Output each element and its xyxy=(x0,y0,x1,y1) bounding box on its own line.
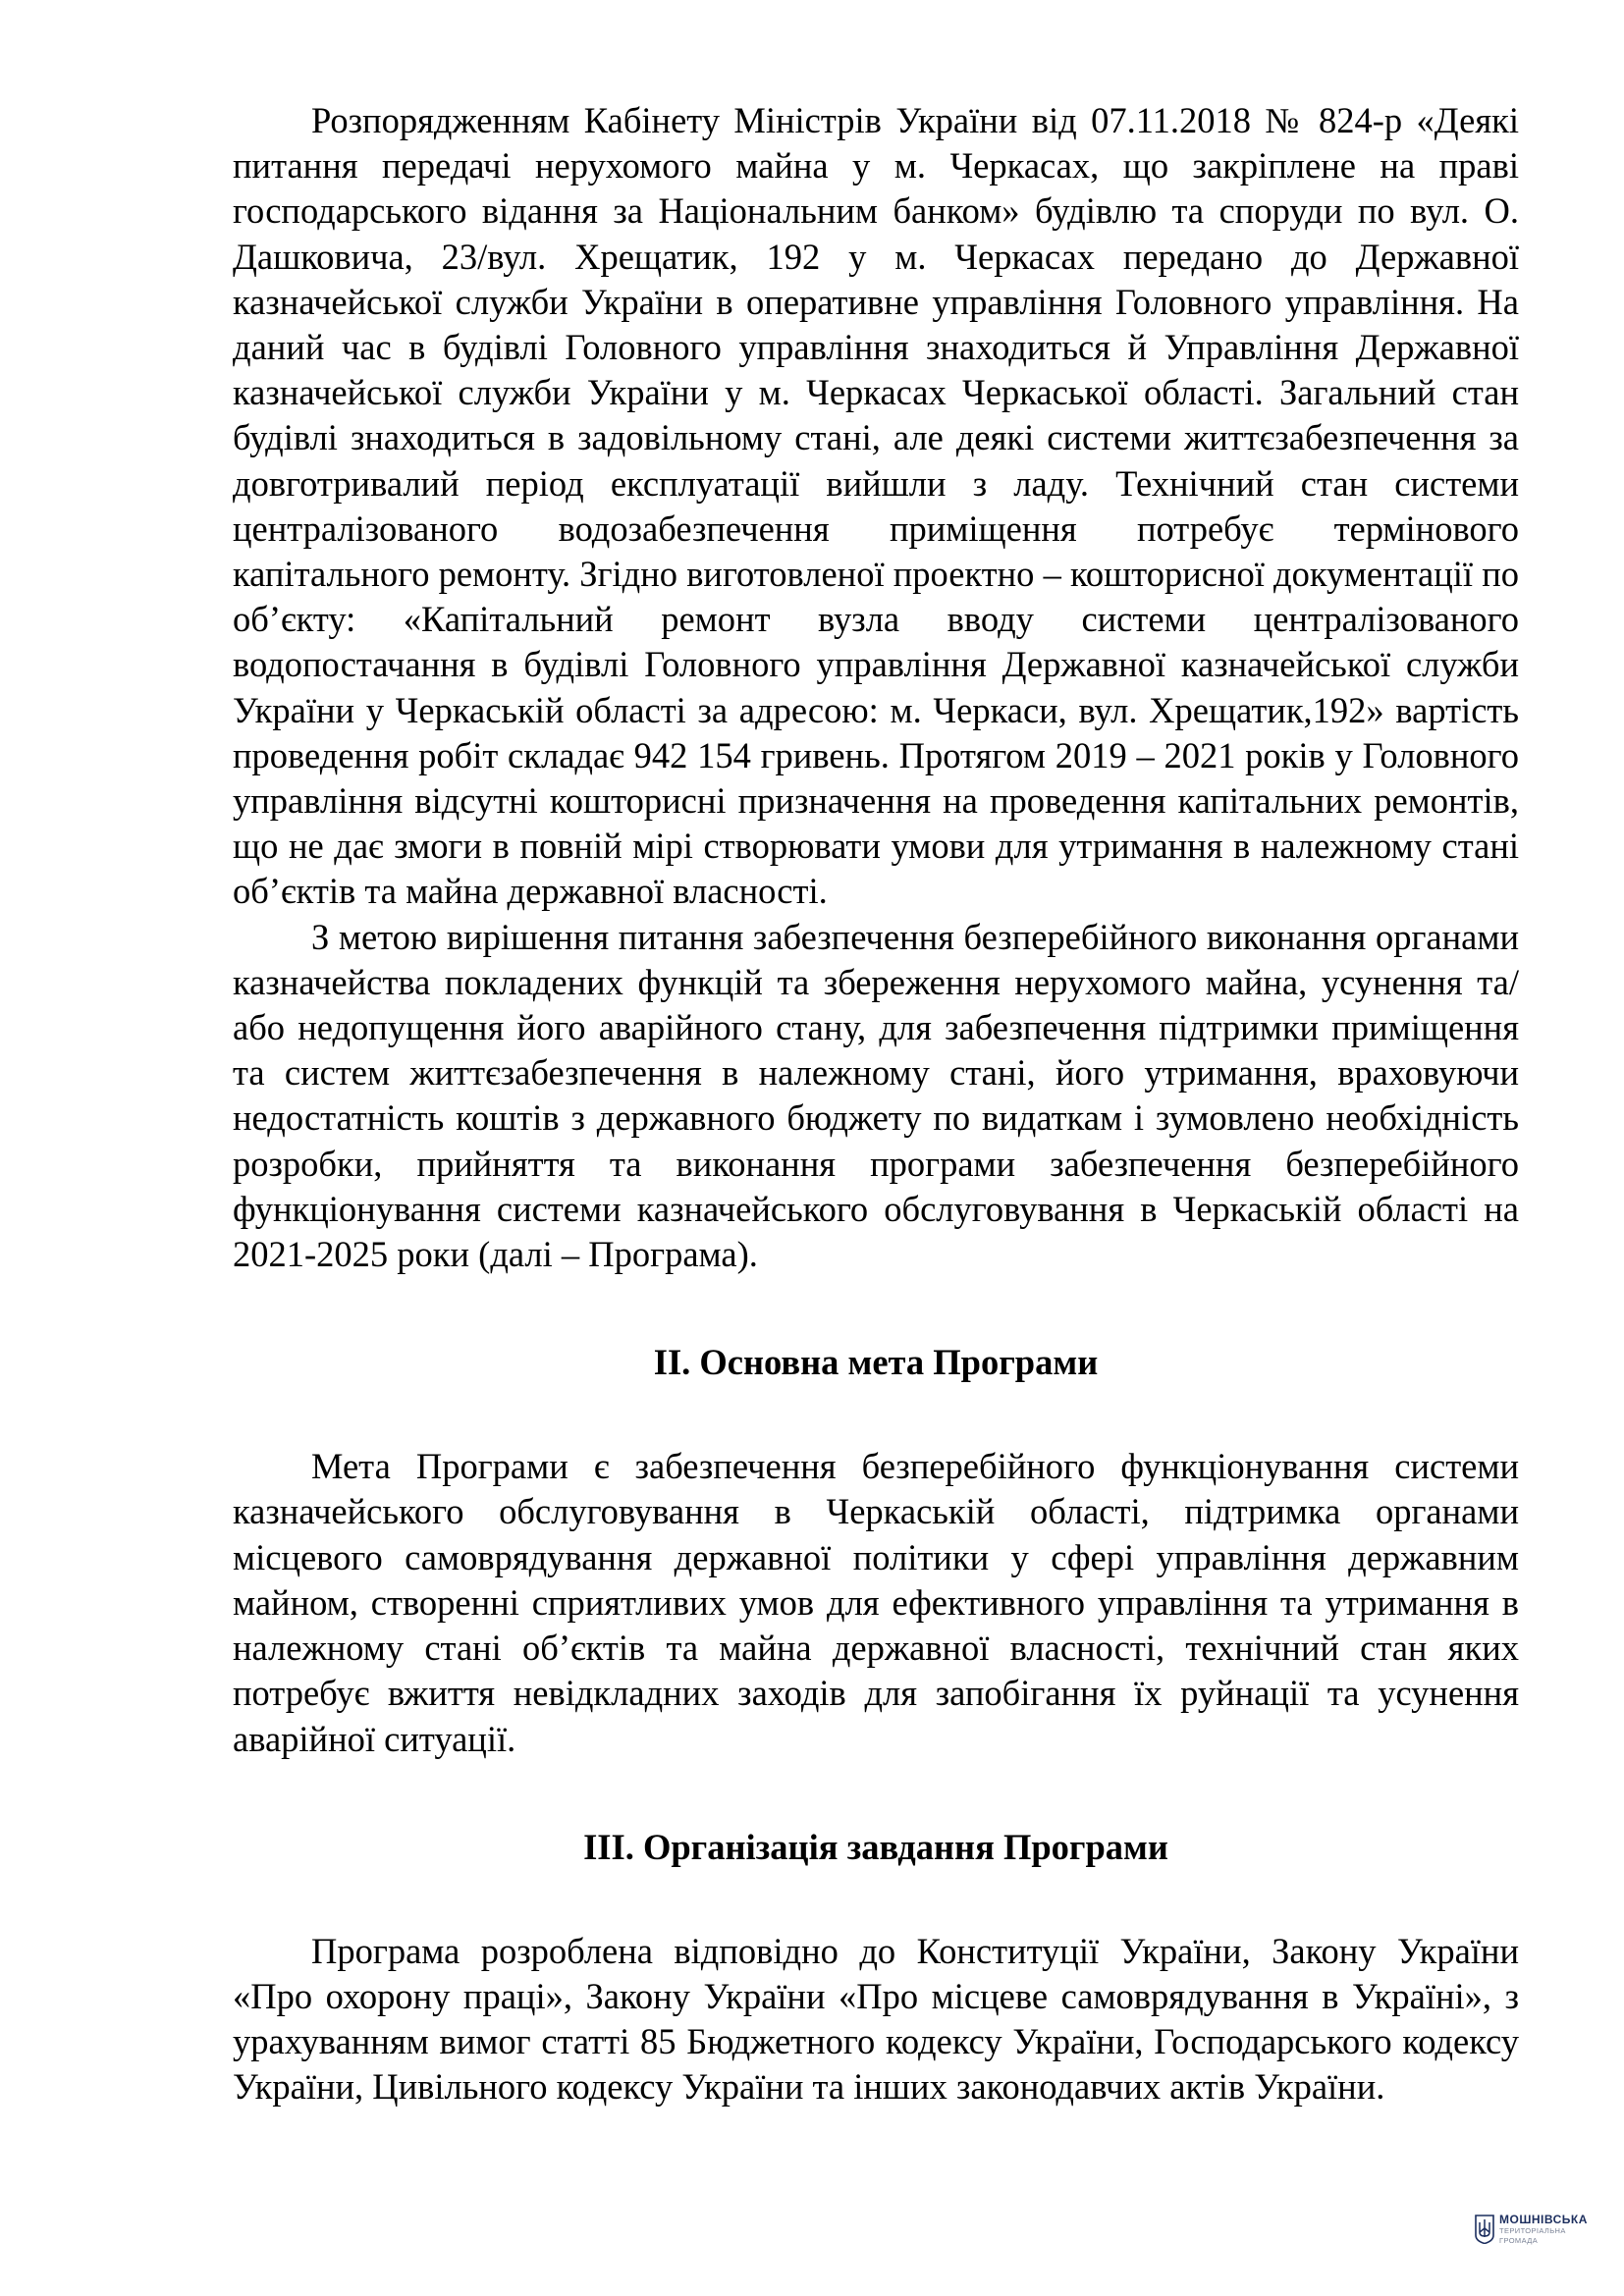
section-paragraph-organization: Програма розроблена відповідно до Конституції України, Закону України «Про охорону праці», Закону України «Про місцеве самоврядування в Україні», з урахуванням вимог статті 85 Бюджетного кодексу України, Господарського кодексу України, Цивільного кодексу України та інших законодавчих актів України. xyxy=(233,1930,1519,2108)
watermark-subtitle-line1: ТЕРИТОРІАЛЬНА xyxy=(1499,2226,1566,2235)
document-page xyxy=(233,88,1519,2110)
watermark-title: МОШНІВСЬКА xyxy=(1499,2213,1588,2226)
trident-emblem-icon xyxy=(1475,2215,1494,2244)
watermark-subtitle-line2: ГРОМАДА xyxy=(1499,2235,1539,2245)
body-paragraph: З метою вирішення питання забезпечення безперебійного виконання органами казначейства покладених функцій та збереження нерухомого майна, усунення та/або недопущення його аварійного стану, для забезпечення підтримки приміщення та систем життєзабезпечення в належному стані, його утримання, враховуючи недостатність коштів з державного бюджету по видаткам і зумовлено необхідність розробки, прийняття та виконання програми забезпечення безперебійного функціонування системи казначейського обслуговування в Черкаській області на 2021-2025 роки (далі – Програма). xyxy=(233,916,1519,1275)
body-paragraph: Розпорядженням Кабінету Міністрів України від 07.11.2018 № 824-р «Деякі питання передачі нерухомого майна у м. Черкасах, що закріплене на праві господарського відання за Національним банком» будівлю та споруди по вул. О. Дашковича, 23/вул. Хрещатик, 192 у м. Черкасах передано до Державної казначейської служби України в оперативне управління Головного управління. На даний час в будівлі Головного управління знаходиться й Управління Державної казначейської служби України у м. Черкасах Черкаської області. Загальний стан будівлі знаходиться в задовільному стані, але деякі системи життєзабезпечення за довготривалий період експлуатації вийшли з ладу. Технічний стан системи централізованого водозабезпечення приміщення потребує термінового капітального ремонту. Згідно виготовленої проектно – кошторисної документації по об’єкту: «Капітальний ремонт вузла вводу системи централізованого водопостачання в будівлі Головного управління Державної казначейської служби України у Черкаській області за адресою: м. Черкаси, вул. Хрещатик,192» вартість проведення робіт складає 942 154 гривень. Протягом 2019 – 2021 років у Головного управління відсутні кошторисні призначення на проведення капітальних ремонтів, що не дає змоги в повній мірі створювати умови для утримання в належному стані об’єктів та майна державної власності. xyxy=(233,100,1519,912)
community-watermark-logo xyxy=(1475,2214,1588,2244)
section-paragraph-main-goal: Мета Програми є забезпечення безперебійного функціонування системи казначейського обслуговування в Черкаській області, підтримка органами місцевого самоврядування державної політики у сфері управління державним майном, створенні сприятливих умов для ефективного управління та утримання в належному стані об’єктів та майна державної власності, технічний стан яких потребує вжиття невідкладних заходів для запобігання їх руйнації та усунення аварійної ситуації. xyxy=(233,1446,1519,1759)
section-heading-main-goal: ІІ. Основна мета Програми xyxy=(653,1342,1099,1383)
section-heading-organization: ІІІ. Організація завдання Програми xyxy=(583,1826,1168,1867)
